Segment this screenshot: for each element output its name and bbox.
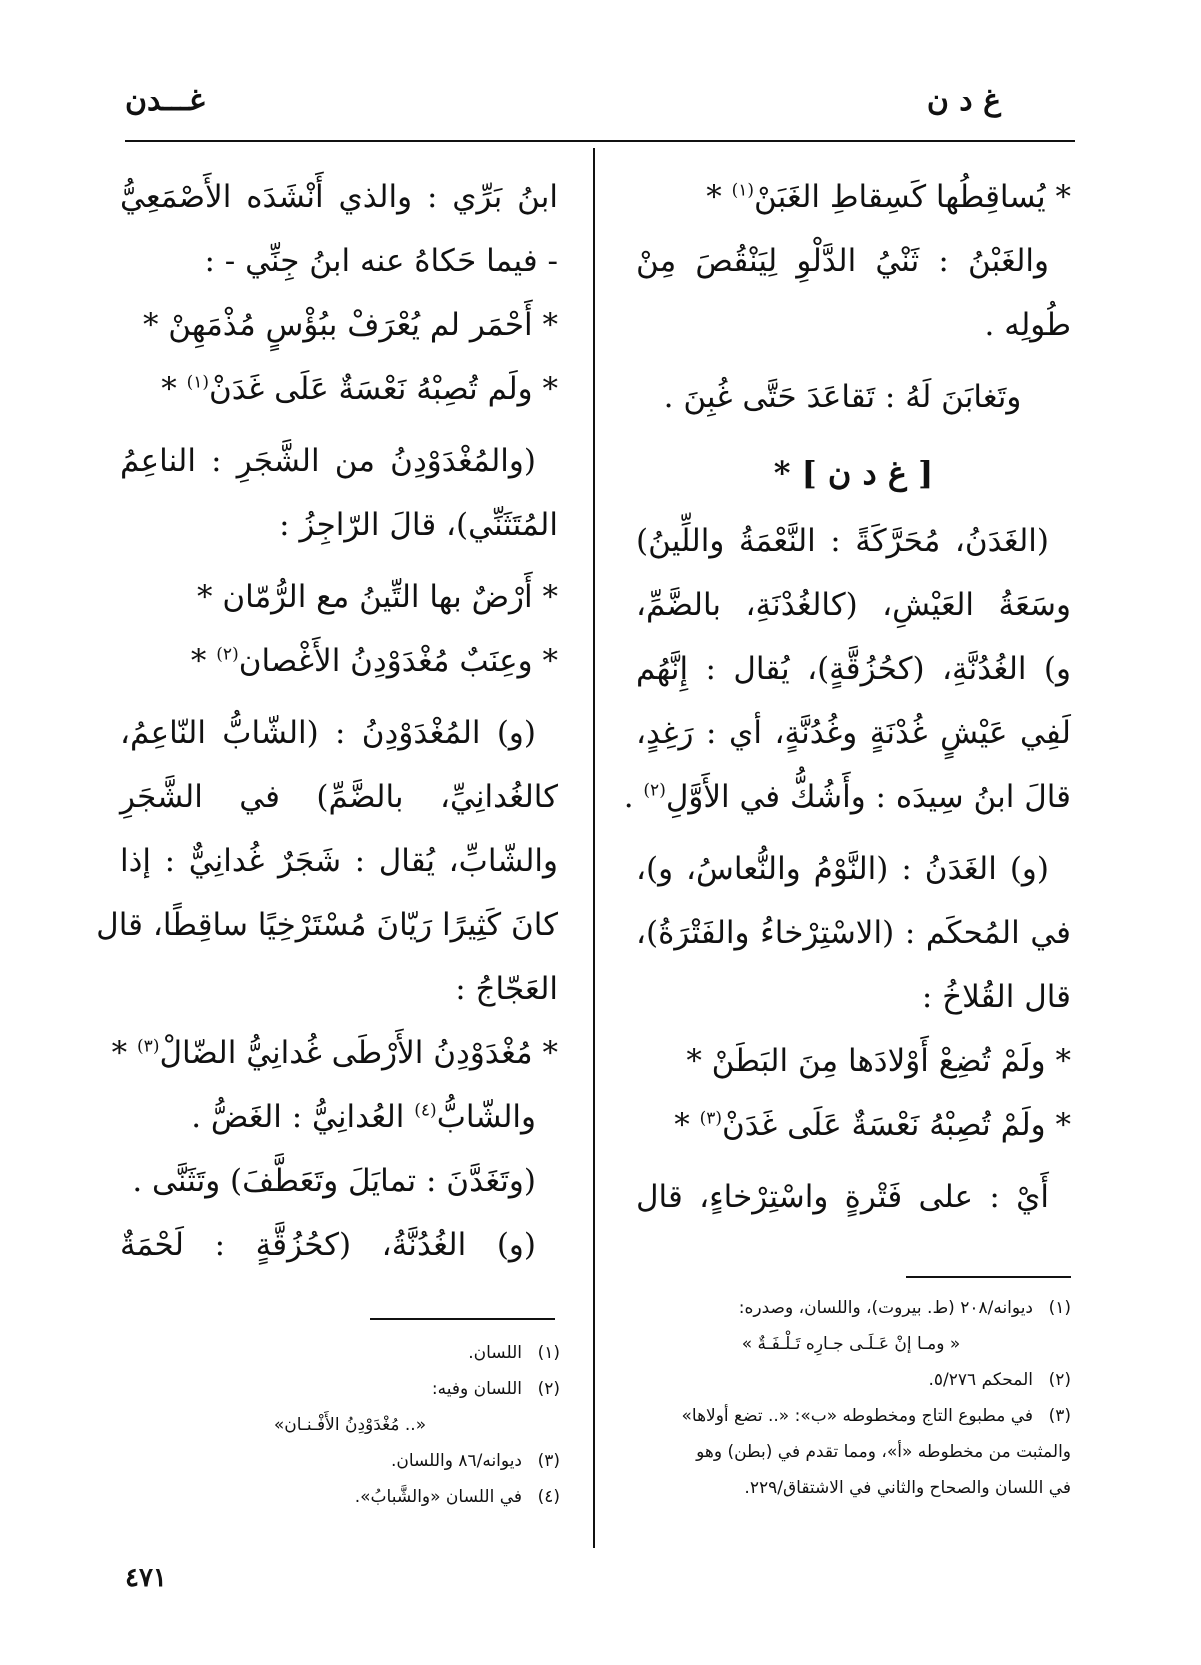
verse-line: * أَحْمَر لم يُعْرَفْ ببُؤْسٍ مُذْمَهِنْ * (142, 307, 558, 343)
verse-line: * ولَمْ تُصِبْهُ نَعْسَةٌ عَلَى غَدَنْ$^{(٣)}$ * (674, 1107, 1071, 1143)
text-line: و) الغُدُنَّةِ، (كحُزُقَّةٍ)، يُقال : إِنَّهُم (636, 651, 1071, 687)
text-line: ابنُ بَرِّي : والذي أَنْشَدَه الأَصْمَعِيُّ (120, 179, 558, 215)
text-line: طُولِه . (984, 307, 1071, 343)
text-line: (وتَغَدَّنَ : تمايَلَ وتَعَطَّفَ) وتَثَنَّى . (132, 1163, 536, 1199)
text-line: (و) الغَدَنُ : (النَّوْمُ والنُّعاسُ، و)، (636, 851, 1049, 887)
text-line: (الغَدَنُ، مُحَرَّكَةً : النَّعْمَةُ واللِّينُ) (636, 523, 1049, 559)
verse-line: * وعِنَبٌ مُغْدَوْدِنُ الأَغْصان$^{(٢)}$ * (190, 643, 558, 679)
footnote-continuation: والمثبت من مخطوطه «أ»، ومما تقدم في (بطن) وهو (696, 1442, 1071, 1462)
text-line: أَيْ : على فَتْرةٍ واسْتِرْخاءٍ، قال (636, 1179, 1049, 1215)
footnote-ref: (٢) (643, 780, 666, 801)
text-line: في المُحكَم : (الاسْتِرْخاءُ والفَتْرَةُ)، (636, 915, 1071, 951)
footnotes-right (631, 1290, 1071, 1506)
footnote-continuation: في اللسان والصحاح والثاني في الاشتقاق/٢٢٩. (744, 1478, 1071, 1498)
text-line: والشّابِّ، يُقال : شَجَرٌ غُدانِيٌّ : إذا (120, 843, 558, 879)
text-line: (والمُغْدَوْدِنُ من الشَّجَرِ : الناعِمُ (120, 443, 536, 479)
left-column (96, 165, 558, 1277)
footnote: (٤)في اللسان «والشَّبابُ». (354, 1487, 560, 1507)
text-line: المُتَثَنِّي)، قالَ الرّاجِزُ : (279, 507, 558, 543)
footnote: (٢)المحكم ٥/٢٧٦. (928, 1370, 1071, 1390)
footnote: (٢)اللسان وفيه: (431, 1379, 560, 1399)
footnote-ref: (١) (731, 180, 755, 201)
header-root-left: غـــدن (125, 83, 205, 118)
footnotes-left (140, 1335, 560, 1515)
footnote-verse: «.. مُغْدَوْدِنُ الأَفْـنـان» (273, 1415, 427, 1435)
footnote-rule-left (370, 1318, 555, 1320)
text-line: (و) الغُدُنَّةُ، (كحُزُقَّةٍ : لَحْمَةٌ (120, 1227, 536, 1263)
header-rule (125, 140, 1075, 142)
text-line: (و) المُغْدَوْدِنُ : (الشّابُّ النّاعِمُ، (120, 715, 536, 751)
text-line: قالَ ابنُ سِيدَه : وأَشُكُّ في الأَوَّلِ$^{(٢)}$ . (623, 779, 1071, 815)
footnote-ref: (٣) (699, 1108, 722, 1129)
verse-line: * أَرْضٌ بها التِّينُ مع الرُّمّان * (197, 579, 558, 615)
column-divider (593, 148, 595, 1548)
footnote-verse: « ومـا إنْ عَـلَـى جـارِه تَـلْـفَـةٌ » (741, 1334, 961, 1354)
verse-line: * ولَمْ تُضِعْ أَوْلادَها مِنَ البَطَنْ * (686, 1043, 1071, 1079)
footnote: (٣)ديوانه/٨٦ واللسان. (390, 1451, 560, 1471)
text-line: لَفِي عَيْشٍ غُدْنَةٍ وغُدُنَّةٍ، أي : رَغِدٍ، (636, 715, 1071, 751)
right-column (623, 165, 1071, 1229)
footnote-ref: (٢) (216, 644, 239, 665)
footnote: (٣)في مطبوع التاج ومخطوطه «ب»: «.. تضع أولاها» (681, 1406, 1071, 1426)
text-line: والشّابُّ$^{(٤)}$ العُدانِيُّ : الغَضُّ . (191, 1099, 536, 1135)
verse-line: * ولَم تُصِبْهُ نَعْسَةٌ عَلَى غَدَنْ$^{(١)}$ * (161, 371, 558, 407)
footnote-ref: (٣) (137, 1036, 160, 1057)
header-root-right: غ د ن (926, 83, 1001, 118)
footnote: (١)اللسان. (468, 1343, 560, 1363)
page-number: ٤٧١ (125, 1563, 167, 1593)
text-line: كالغُدانِيِّ، بالضَّمِّ) في الشَّجَرِ (120, 779, 558, 815)
text-line: - فيما حَكاهُ عنه ابنُ جِنِّي - : (204, 243, 558, 279)
verse-line: * يُساقِطُها كَسِقاطِ الغَبَنْ$^{(١)}$ * (706, 179, 1071, 215)
text-line: وسَعَةُ العَيْشِ، (كالغُدْنَةِ، بالضَّمِّ، (636, 587, 1071, 623)
footnote: (١)ديوانه/٢٠٨ (ط. بيروت)، واللسان، وصدره: (738, 1298, 1071, 1318)
verse-line: * مُغْدَوْدِنُ الأَرْطَى غُدانِيُّ الضّالْ$^{(٣)}$ * (111, 1035, 558, 1071)
entry-heading: [ غ د ن ] * (773, 454, 934, 492)
footnote-ref: (١) (186, 372, 209, 393)
footnote-ref: (٤) (414, 1100, 437, 1121)
text-line: العَجّاجُ : (455, 971, 558, 1007)
text-line: وتَغابَنَ لَهُ : تَقاعَدَ حَتَّى غُبِنَ . (663, 379, 1022, 415)
footnote-rule-right (906, 1276, 1071, 1278)
text-line: والغَبْنُ : ثَنْيُ الدَّلْوِ لِيَنْقُصَ مِنْ (636, 243, 1049, 279)
text-line: كانَ كَثِيرًا رَيّانَ مُسْتَرْخِيًا ساقِطًا، قال (96, 907, 558, 943)
text-line: قال القُلاخُ : (921, 979, 1071, 1015)
